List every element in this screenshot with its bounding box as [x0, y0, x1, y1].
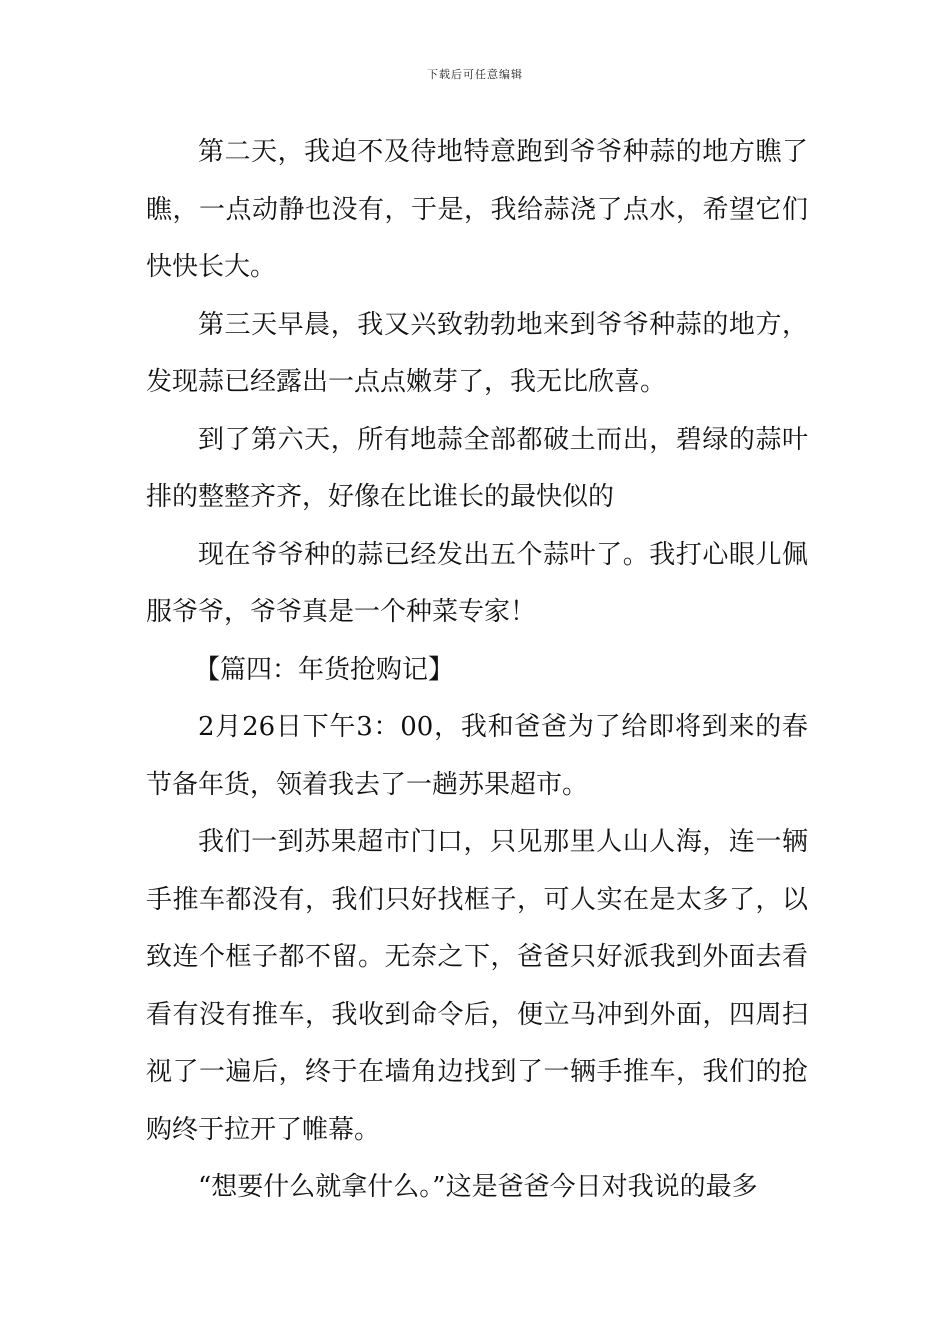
paragraph-day-three: 第三天早晨，我又兴致勃勃地来到爷爷种蒜的地方，发现蒜已经露出一点点嫩芽了，我无比欣喜。	[146, 309, 808, 397]
paragraph-supermarket: 我们一到苏果超市门口，只见那里人山人海，连一辆手推车都没有，我们只好找框子，可人实在是太多了，以致连个框子都不留。无奈之下，爸爸只好派我到外面去看看有没有推车，我收到命令后，便立马冲到外面，四周扫视了一遍后，终于在墙角边找到了一辆手推车，我们的抢购终于拉开了帷幕。	[146, 827, 808, 1145]
header-note: 下载后可任意编辑	[427, 68, 523, 81]
paragraph-quote: “想要什么就拿什么。”这是爸爸今日对我说的最多	[198, 1172, 758, 1202]
paragraph-now: 现在爷爷种的蒜已经发出五个蒜叶了。我打心眼儿佩服爷爷，爷爷真是一个种菜专家！	[146, 539, 808, 627]
document-body	[146, 124, 808, 1217]
section-heading: 【篇四：年货抢购记】	[194, 654, 455, 685]
paragraph-day-six: 到了第六天，所有地蒜全部都破土而出，碧绿的蒜叶排的整整齐齐，好像在比谁长的最快似的	[146, 424, 808, 512]
paragraph-date: 2月26日下午3：00，我和爸爸为了给即将到来的春节备年货，领着我去了一趟苏果超市。	[146, 712, 808, 800]
paragraph-day-two: 第二天，我迫不及待地特意跑到爷爷种蒜的地方瞧了瞧，一点动静也没有，于是，我给蒜浇了点水，希望它们快快长大。	[146, 137, 808, 282]
